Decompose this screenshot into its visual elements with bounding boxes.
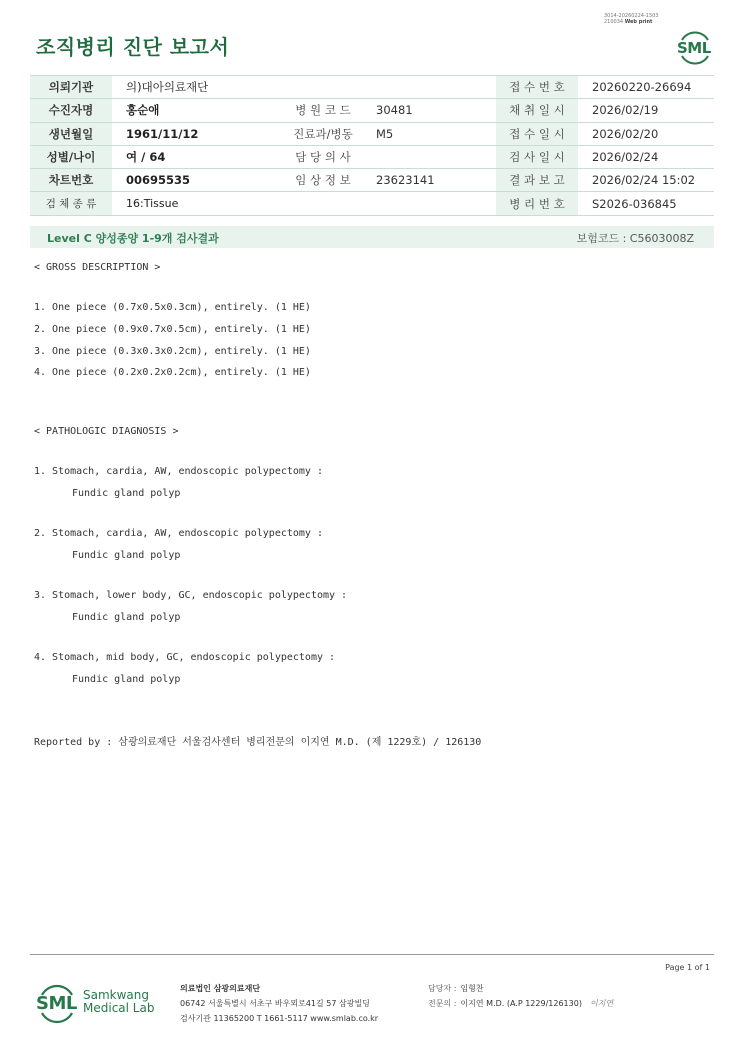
table-row: [30, 169, 714, 192]
dob-label: 생년월일: [30, 122, 112, 145]
print-id: [604, 13, 659, 25]
patient-label: 수진자명: [30, 99, 112, 122]
requesting-org-label: 의뢰기관: [30, 76, 112, 99]
print-id-line2: 210034: [604, 19, 624, 25]
dept: M5: [364, 122, 496, 145]
org-name: 의료법인 삼광의료재단: [180, 984, 261, 993]
lab-name: [83, 989, 154, 1015]
insurance-code: 보험코드 : C5603008Z: [576, 232, 694, 245]
gross-item: 4. One piece (0.2x0.2x0.2cm), entirely. (1 HE): [34, 367, 311, 378]
pathology-no-label: 병 리 번 호: [496, 192, 578, 215]
patient-info-table: [30, 75, 714, 216]
table-row: [30, 76, 714, 99]
table-row: [30, 99, 714, 122]
specialist-label: 전문의 :: [428, 999, 457, 1008]
footer-divider: [30, 954, 714, 955]
print-id-line1: 3014-20260224-1503: [604, 13, 659, 19]
table-row: [30, 192, 714, 215]
report-date-label: 결 과 보 고: [496, 169, 578, 192]
gross-item: 3. One piece (0.3x0.3x0.2cm), entirely. (1 HE): [34, 346, 311, 357]
lab-name-line2: Medical Lab: [83, 1001, 155, 1015]
collection-date-label: 채 취 일 시: [496, 99, 578, 122]
diagnosis-site: 3. Stomach, lower body, GC, endoscopic polypectomy :: [34, 590, 348, 601]
sml-logo: [676, 28, 714, 72]
lab-name-line1: Samkwang: [83, 988, 149, 1002]
footer-logo-text: SML: [36, 993, 77, 1014]
footer-logo: [36, 982, 166, 1026]
footer-staff-info: [428, 981, 613, 1011]
test-name: Level C 양성종양 1-9개 검사결과: [47, 232, 219, 245]
gross-heading: < GROSS DESCRIPTION >: [34, 262, 161, 273]
receipt-no: 20260220-26694: [578, 76, 714, 99]
page-number: Page 1 of 1: [665, 963, 710, 972]
specimen-label: 검 체 종 류: [30, 192, 112, 215]
specialist-name: 이지연 M.D. (A.P 1229/126130): [460, 999, 582, 1008]
result-bar: [30, 226, 714, 248]
dept-label: 진료과/병동: [282, 122, 364, 145]
reported-by: Reported by : 삼광의료재단 서울검사센터 병리전문의 이지연 M.D. (제 1229호) / 126130: [34, 737, 482, 748]
chart-no-label: 차트번호: [30, 169, 112, 192]
doctor: [364, 145, 496, 168]
diagnosis-result: Fundic gland polyp: [72, 488, 181, 499]
pathology-no: S2026-036845: [578, 192, 714, 215]
receipt-date: 2026/02/20: [578, 122, 714, 145]
patient-name: 홍순애: [112, 99, 282, 122]
sex-age: 여 / 64: [112, 145, 282, 168]
page-title: 조직병리 진단 보고서: [36, 35, 230, 59]
hospital-code: 30481: [364, 99, 496, 122]
diagnosis-heading: < PATHOLOGIC DIAGNOSIS >: [34, 426, 179, 437]
manager-label: 담당자 :: [428, 984, 457, 993]
gross-item: 2. One piece (0.9x0.7x0.5cm), entirely. (1 HE): [34, 324, 311, 335]
footer-org-info: [180, 981, 378, 1026]
table-row: [30, 122, 714, 145]
receipt-date-label: 접 수 일 시: [496, 122, 578, 145]
collection-date: 2026/02/19: [578, 99, 714, 122]
clinical-info-label: 임 상 정 보: [282, 169, 364, 192]
table-row: [30, 145, 714, 168]
diagnosis-site: 1. Stomach, cardia, AW, endoscopic polypectomy :: [34, 466, 323, 477]
gross-item: 1. One piece (0.7x0.5x0.3cm), entirely. (1 HE): [34, 302, 311, 313]
chart-no: 00695535: [112, 169, 282, 192]
clinical-info: 23623141: [364, 169, 496, 192]
specimen: 16:Tissue: [112, 192, 496, 215]
requesting-org: 의)대아의료재단: [112, 76, 496, 99]
diagnosis-result: Fundic gland polyp: [72, 674, 181, 685]
sex-age-label: 성별/나이: [30, 145, 112, 168]
diagnosis-site: 4. Stomach, mid body, GC, endoscopic polypectomy :: [34, 652, 336, 663]
report-date: 2026/02/24 15:02: [578, 169, 714, 192]
dob: 1961/11/12: [112, 122, 282, 145]
diagnosis-site: 2. Stomach, cardia, AW, endoscopic polypectomy :: [34, 528, 323, 539]
exam-date: 2026/02/24: [578, 145, 714, 168]
receipt-no-label: 접 수 번 호: [496, 76, 578, 99]
org-contact: 검사기관 11365200 T 1661-5117 www.smlab.co.kr: [180, 1014, 379, 1023]
sml-logo-text: SML: [677, 39, 711, 57]
diagnosis-result: Fundic gland polyp: [72, 550, 181, 561]
org-address: 06742 서울특별시 서초구 바우뫼로41길 57 삼광빌딩: [180, 999, 370, 1008]
hospital-code-label: 병 원 코 드: [282, 99, 364, 122]
manager-name: 임형찬: [460, 984, 484, 993]
exam-date-label: 검 사 일 시: [496, 145, 578, 168]
doctor-label: 담 당 의 사: [282, 145, 364, 168]
diagnosis-result: Fundic gland polyp: [72, 612, 181, 623]
signature: 이지연: [589, 999, 614, 1008]
print-mode: Web print: [624, 19, 653, 25]
